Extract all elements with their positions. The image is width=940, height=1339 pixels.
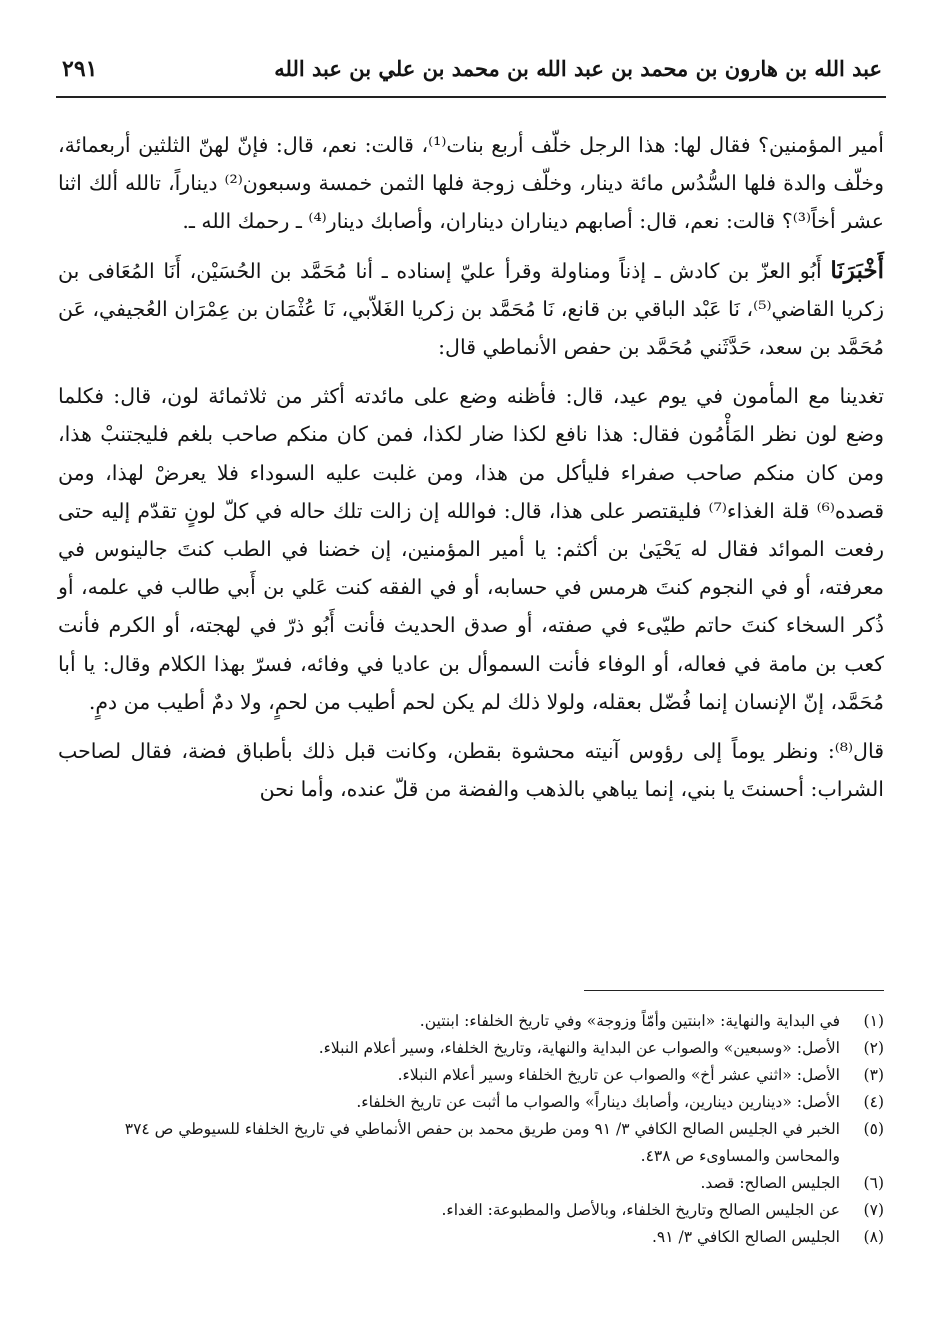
footnote-number: (٦) [863, 1174, 884, 1192]
footnote-number: (١) [863, 1012, 884, 1030]
footnotes [58, 996, 884, 1251]
footnote-text: الأصل: «اثني عشر أخ» والصواب عن تاريخ الخلفاء وسير أعلام النبلاء. [397, 1066, 840, 1084]
footnote-text: الجليس الصالح: قصد. [700, 1174, 840, 1192]
footnote-number: (٨) [863, 1228, 884, 1246]
footnote-2 [58, 1035, 884, 1062]
footnote-divider [584, 990, 884, 991]
footnote-text: الجليس الصالح الكافي ٣/ ٩١. [651, 1228, 840, 1246]
running-head: عبد الله بن هارون بن محمد بن عبد الله بن محمد بن علي بن عبد الله [274, 56, 882, 81]
footnote-7 [58, 1197, 884, 1224]
footnote-text: عن الجليس الصالح وتاريخ الخلفاء، وبالأصل والمطبوعة: الغداء. [441, 1201, 840, 1219]
paragraph-2 [58, 252, 884, 367]
footnote-3 [58, 1062, 884, 1089]
footnote-number: (٣) [863, 1066, 884, 1084]
page-number: ٢٩١ [62, 56, 98, 82]
paragraph-4: قال⁽⁸⁾: ونظر يوماً إلى رؤوس آنيته محشوة بقطن، وكانت قبل ذلك بأطباق فضة، فقال لصاحب الشراب: أحسنتَ يا بني، إنما يباهي بالذهب والفضة من قلّ عنده، وأما نحن [58, 739, 884, 802]
footnote-4 [58, 1089, 884, 1116]
page-header [56, 54, 886, 98]
footnote-6 [58, 1170, 884, 1197]
paragraph-3: تغدينا مع المأمون في يوم عيد، قال: فأظنه وضع على مائدته أكثر من ثلاثمائة لون، قال: فكلما وضع لون نظر المَأْمُون فقال: هذا نافع لكذا ضار لكذا، فمن كان منكم صاحب بلغم فليجتنبْ هذا، ومن كان منكم صاحب صفراء فليأكل من هذا، ومن غلبت عليه السوداء فلا يعرضْ لهذا، ومن قصده⁽⁶⁾ قلة الغذاء⁽⁷⁾ فليقتصر على هذا، قال: فوالله إن زالت تلك حاله في كلّ لونٍ تقدّم إليه حتى رفعت الموائد فقال له يَحْيَىٰ بن أكثم: يا أمير المؤمنين، إن خضنا في الطب كنتَ جالينوس في معرفته، أو في النجوم كنتَ هرمس في حسابه، أو في الفقه كنت عَلي بن أَبي طالب في علمه، أو ذُكر السخاء كنتَ حاتم طيّىء في صفته، أو صدق الحديث فأنت أَبُو ذرّ في لهجته، أو الكرم فأنت كعب بن مامة في فعاله، أو الوفاء فأنت السموأل بن عاديا في وفائه، فسرّ بهذا الكلام وقال: يا أبا مُحَمَّد، إنّ الإنسان إنما فُضّل بعقله، ولولا ذلك لم يكن لحم أطيب من لحمٍ، ولا دمٌ أطيب من دمٍ. [58, 384, 884, 714]
footnote-8 [58, 1224, 884, 1251]
footnote-number: (٧) [863, 1201, 884, 1219]
footnote-1 [58, 1008, 884, 1035]
footnote-text: في البداية والنهاية: «ابنتين وأمّاً وزوجة» وفي تاريخ الخلفاء: ابنتين. [419, 1012, 840, 1030]
footnote-number: (٤) [863, 1093, 884, 1111]
main-text [58, 126, 884, 808]
akhbarana-lead: أَخْبَرَنَا [830, 256, 884, 284]
footnote-text: الأصل: «وسبعين» والصواب عن البداية والنهاية، وتاريخ الخلفاء، وسير أعلام النبلاء. [318, 1039, 840, 1057]
paragraph-1: أمير المؤمنين؟ فقال لها: هذا الرجل خلّف أربع بنات⁽¹⁾، قالت: نعم، قال: فإنّ لهنّ الثلثين أربعمائة، وخلّف والدة فلها السُّدُس مائة دينار، وخلّف زوجة فلها الثمن خمسة وسبعون⁽²⁾ ديناراً، تالله ألك اثنا عشر أخاً⁽³⁾؟ قالت: نعم، قال: أصابهم ديناران ديناران، وأصابك دينار⁽⁴⁾ ـ رحمك الله ـ. [58, 133, 884, 234]
footnote-5 [58, 1116, 884, 1170]
footnote-text: الأصل: «دينارين دينارين، وأصابك ديناراً» والصواب ما أثبت عن تاريخ الخلفاء. [356, 1093, 840, 1111]
footnote-text: الخبر في الجليس الصالح الكافي ٣/ ٩١ ومن طريق محمد بن حفص الأنماطي في تاريخ الخلفاء للسيوطي ص ٣٧٤ والمحاسن والمساوىء ص ٤٣٨. [124, 1120, 840, 1165]
footnote-number: (٥) [863, 1120, 884, 1138]
isnad-text: أَبُو العزّ بن كادش ـ إذناً ومناولة وقرأ عليّ إسناده ـ أنا مُحَمَّد بن الحُسَيْن، أَنَا المُعَافى بن زكريا القاضي⁽⁵⁾، نَا عَبْد الباقي بن قانع، نَا مُحَمَّد بن زكريا الغَلاّبي، نَا عُثْمَان بن عِمْرَان العُجيفي، عَن مُحَمَّد بن سعد، حَدَّثَني مُحَمَّد بن حفص الأنماطي قال: [58, 258, 885, 360]
footnote-number: (٢) [863, 1039, 884, 1057]
